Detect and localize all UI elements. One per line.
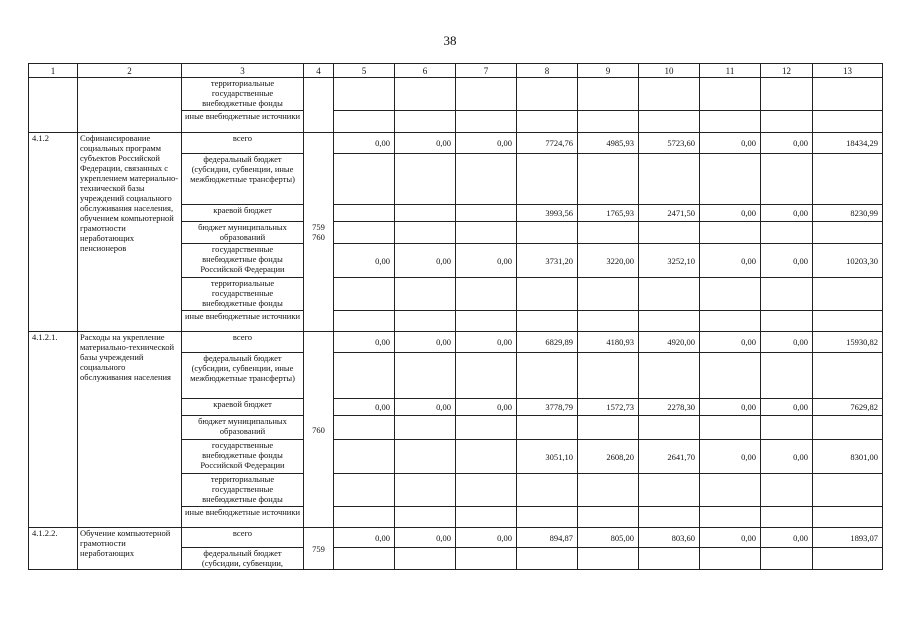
value-cell: [639, 111, 700, 133]
value-cell: [334, 353, 395, 399]
value-cell: [578, 154, 639, 205]
value-cell: [517, 507, 578, 528]
value-cell: [761, 111, 813, 133]
value-cell: [639, 311, 700, 332]
value-cell: [334, 474, 395, 507]
value-cell: 2641,70: [639, 440, 700, 474]
value-cell: 2278,30: [639, 399, 700, 416]
value-cell: [395, 154, 456, 205]
table-row: [29, 133, 883, 154]
value-cell: [517, 353, 578, 399]
value-cell: 0,00: [761, 244, 813, 278]
value-cell: [639, 78, 700, 111]
funding-source: федеральный бюджет (субсидии, субвенции, иные межбюджетные трансферты): [182, 353, 304, 399]
value-cell: 0,00: [395, 133, 456, 154]
value-cell: [578, 222, 639, 244]
value-cell: 3252,10: [639, 244, 700, 278]
value-cell: 1893,07: [813, 528, 883, 548]
value-cell: [395, 78, 456, 111]
value-cell: 803,60: [639, 528, 700, 548]
value-cell: 0,00: [700, 244, 761, 278]
value-cell: [639, 507, 700, 528]
value-cell: 0,00: [334, 399, 395, 416]
value-cell: [700, 154, 761, 205]
measure-name: Софинансирование социальных программ субъектов Российской Федерации, связанных с укреплением материально-технической базы учреждений социального обслуживания населения, обучением компьютерной грамотности неработающих пенсионеров: [78, 133, 182, 332]
value-cell: 0,00: [761, 440, 813, 474]
value-cell: [761, 416, 813, 440]
value-cell: [639, 474, 700, 507]
value-cell: 4920,00: [639, 332, 700, 353]
funding-source: всего: [182, 332, 304, 353]
value-cell: 0,00: [334, 332, 395, 353]
value-cell: [517, 78, 578, 111]
value-cell: [578, 474, 639, 507]
column-number: 5: [334, 64, 395, 78]
budget-table: [28, 63, 883, 570]
value-cell: 0,00: [761, 133, 813, 154]
column-number: 1: [29, 64, 78, 78]
funding-source: территориальные государственные внебюджетные фонды: [182, 78, 304, 111]
value-cell: [813, 222, 883, 244]
value-cell: 0,00: [456, 528, 517, 548]
value-cell: [395, 440, 456, 474]
column-number: 8: [517, 64, 578, 78]
value-cell: 8230,99: [813, 205, 883, 222]
value-cell: [517, 278, 578, 311]
value-cell: [639, 278, 700, 311]
value-cell: 805,00: [578, 528, 639, 548]
value-cell: [813, 416, 883, 440]
value-cell: [700, 548, 761, 570]
value-cell: 3993,56: [517, 205, 578, 222]
value-cell: [334, 548, 395, 570]
column-number: 7: [456, 64, 517, 78]
funding-source: государственные внебюджетные фонды Российской Федерации: [182, 440, 304, 474]
value-cell: [578, 278, 639, 311]
funding-source: федеральный бюджет (субсидии, субвенции,: [182, 548, 304, 570]
value-cell: [700, 353, 761, 399]
value-cell: [578, 416, 639, 440]
value-cell: [639, 353, 700, 399]
value-cell: [813, 311, 883, 332]
value-cell: [761, 353, 813, 399]
value-cell: [700, 507, 761, 528]
value-cell: [395, 548, 456, 570]
value-cell: 0,00: [761, 332, 813, 353]
value-cell: 0,00: [700, 133, 761, 154]
value-cell: [761, 311, 813, 332]
value-cell: [334, 78, 395, 111]
value-cell: 3731,20: [517, 244, 578, 278]
value-cell: [761, 278, 813, 311]
value-cell: [456, 222, 517, 244]
value-cell: [517, 548, 578, 570]
value-cell: [517, 416, 578, 440]
value-cell: [639, 154, 700, 205]
value-cell: [578, 311, 639, 332]
column-number: 2: [78, 64, 182, 78]
value-cell: [813, 278, 883, 311]
value-cell: [700, 111, 761, 133]
value-cell: 4180,93: [578, 332, 639, 353]
value-cell: 5723,60: [639, 133, 700, 154]
value-cell: [761, 222, 813, 244]
value-cell: [761, 78, 813, 111]
value-cell: 0,00: [761, 205, 813, 222]
value-cell: 0,00: [700, 205, 761, 222]
table-row: [29, 528, 883, 548]
page-number: 38: [443, 33, 457, 48]
funding-source: государственные внебюджетные фонды Российской Федерации: [182, 244, 304, 278]
value-cell: [395, 311, 456, 332]
measure-index: 4.1.2.1.: [29, 332, 78, 528]
column-header-row: [29, 64, 883, 78]
value-cell: [334, 278, 395, 311]
value-cell: 0,00: [456, 244, 517, 278]
value-cell: [639, 548, 700, 570]
column-number: 4: [304, 64, 334, 78]
measure-name: Расходы на укрепление материально-технической базы учреждений социального обслуживания населения: [78, 332, 182, 528]
value-cell: [578, 507, 639, 528]
funding-source: бюджет муниципальных образований: [182, 416, 304, 440]
value-cell: 0,00: [761, 399, 813, 416]
value-cell: [517, 474, 578, 507]
value-cell: [456, 154, 517, 205]
value-cell: [761, 154, 813, 205]
measure-code: 759: [304, 528, 334, 570]
value-cell: [700, 311, 761, 332]
value-cell: 6829,89: [517, 332, 578, 353]
column-number: 9: [578, 64, 639, 78]
value-cell: 10203,30: [813, 244, 883, 278]
value-cell: [334, 311, 395, 332]
value-cell: [456, 507, 517, 528]
column-number: 10: [639, 64, 700, 78]
funding-source: иные внебюджетные источники: [182, 311, 304, 332]
value-cell: 4985,93: [578, 133, 639, 154]
table-row: [29, 332, 883, 353]
value-cell: 1572,73: [578, 399, 639, 416]
value-cell: 0,00: [700, 399, 761, 416]
value-cell: 18434,29: [813, 133, 883, 154]
value-cell: 0,00: [456, 133, 517, 154]
value-cell: 8301,00: [813, 440, 883, 474]
value-cell: [456, 440, 517, 474]
value-cell: 1765,93: [578, 205, 639, 222]
value-cell: 3220,00: [578, 244, 639, 278]
measure-index: 4.1.2: [29, 133, 78, 332]
column-number: 3: [182, 64, 304, 78]
value-cell: 15930,82: [813, 332, 883, 353]
column-number: 13: [813, 64, 883, 78]
value-cell: [456, 311, 517, 332]
value-cell: [813, 548, 883, 570]
value-cell: [761, 548, 813, 570]
value-cell: 0,00: [395, 399, 456, 416]
value-cell: [334, 222, 395, 244]
column-number: 6: [395, 64, 456, 78]
value-cell: [700, 474, 761, 507]
funding-source: территориальные государственные внебюджетные фонды: [182, 278, 304, 311]
value-cell: [517, 111, 578, 133]
value-cell: [456, 548, 517, 570]
value-cell: [395, 353, 456, 399]
value-cell: 0,00: [700, 332, 761, 353]
value-cell: [761, 507, 813, 528]
value-cell: 3778,79: [517, 399, 578, 416]
value-cell: 0,00: [395, 528, 456, 548]
value-cell: [334, 111, 395, 133]
value-cell: [813, 507, 883, 528]
value-cell: [813, 154, 883, 205]
value-cell: 894,87: [517, 528, 578, 548]
value-cell: 0,00: [334, 528, 395, 548]
value-cell: [813, 78, 883, 111]
value-cell: [813, 111, 883, 133]
value-cell: [578, 353, 639, 399]
value-cell: [334, 507, 395, 528]
value-cell: 0,00: [456, 399, 517, 416]
measure-code: [304, 78, 334, 133]
value-cell: [700, 416, 761, 440]
value-cell: 3051,10: [517, 440, 578, 474]
value-cell: [456, 78, 517, 111]
funding-source: территориальные государственные внебюджетные фонды: [182, 474, 304, 507]
value-cell: [456, 416, 517, 440]
value-cell: 0,00: [700, 528, 761, 548]
value-cell: [578, 548, 639, 570]
value-cell: [395, 222, 456, 244]
value-cell: [395, 111, 456, 133]
value-cell: [334, 440, 395, 474]
value-cell: [395, 416, 456, 440]
column-number: 12: [761, 64, 813, 78]
value-cell: 2471,50: [639, 205, 700, 222]
measure-index: [29, 78, 78, 133]
value-cell: 0,00: [761, 528, 813, 548]
value-cell: [578, 111, 639, 133]
funding-source: иные внебюджетные источники: [182, 507, 304, 528]
measure-code: 759 760: [304, 133, 334, 332]
value-cell: [813, 474, 883, 507]
value-cell: [334, 205, 395, 222]
column-number: 11: [700, 64, 761, 78]
value-cell: [395, 474, 456, 507]
value-cell: 0,00: [395, 332, 456, 353]
funding-source: всего: [182, 528, 304, 548]
value-cell: 2608,20: [578, 440, 639, 474]
value-cell: [700, 78, 761, 111]
value-cell: [517, 154, 578, 205]
funding-source: краевой бюджет: [182, 399, 304, 416]
table-row: [29, 78, 883, 111]
value-cell: 7629,82: [813, 399, 883, 416]
measure-name: [78, 78, 182, 133]
value-cell: 0,00: [334, 133, 395, 154]
value-cell: [456, 474, 517, 507]
value-cell: [334, 416, 395, 440]
value-cell: [334, 154, 395, 205]
measure-index: 4.1.2.2.: [29, 528, 78, 570]
value-cell: [456, 278, 517, 311]
value-cell: [639, 416, 700, 440]
value-cell: [813, 353, 883, 399]
value-cell: 7724,76: [517, 133, 578, 154]
funding-source: федеральный бюджет (субсидии, субвенции, иные межбюджетные трансферты): [182, 154, 304, 205]
funding-source: бюджет муниципальных образований: [182, 222, 304, 244]
value-cell: [761, 474, 813, 507]
funding-source: иные внебюджетные источники: [182, 111, 304, 133]
value-cell: [517, 222, 578, 244]
funding-source: краевой бюджет: [182, 205, 304, 222]
value-cell: [700, 278, 761, 311]
value-cell: [456, 111, 517, 133]
measure-code: 760: [304, 332, 334, 528]
value-cell: [639, 222, 700, 244]
value-cell: [700, 222, 761, 244]
funding-source: всего: [182, 133, 304, 154]
value-cell: [395, 278, 456, 311]
value-cell: [517, 311, 578, 332]
value-cell: [578, 78, 639, 111]
value-cell: [395, 507, 456, 528]
value-cell: 0,00: [456, 332, 517, 353]
measure-name: Обучение компьютерной грамотности неработающих: [78, 528, 182, 570]
value-cell: 0,00: [700, 440, 761, 474]
value-cell: [456, 205, 517, 222]
value-cell: [456, 353, 517, 399]
value-cell: 0,00: [334, 244, 395, 278]
value-cell: 0,00: [395, 244, 456, 278]
value-cell: [395, 205, 456, 222]
